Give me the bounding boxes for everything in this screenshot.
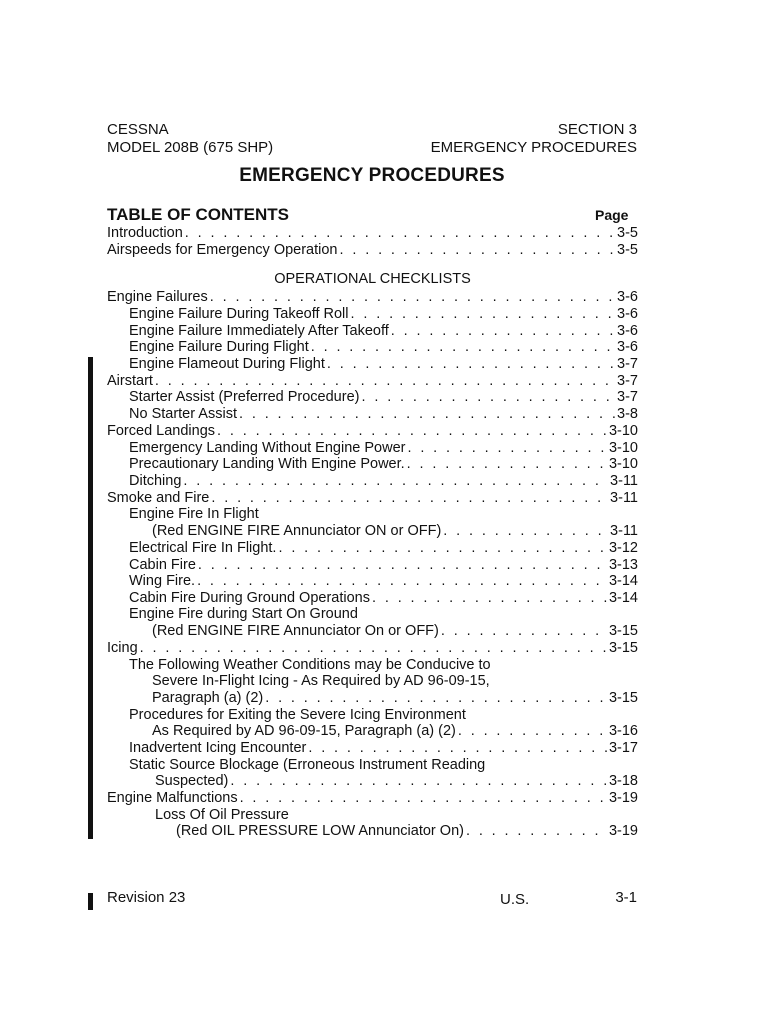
toc-entry-page: 3-15 (608, 690, 638, 706)
toc-entry-title: (Red OIL PRESSURE LOW Annunciator On) (176, 823, 464, 839)
leader-dots (210, 289, 615, 306)
toc-entry-forced-landings[interactable] (107, 423, 638, 440)
leader-dots (185, 225, 615, 242)
toc-entry-ditching[interactable] (107, 473, 638, 490)
toc-entry-title: Suspected) (155, 773, 229, 789)
toc-entry-title: Engine Flameout During Flight (129, 356, 325, 372)
toc-entry-title: Emergency Landing Without Engine Power (129, 440, 406, 456)
toc-entry-cabin-fire[interactable] (107, 557, 638, 574)
leader-dots (407, 456, 607, 473)
toc-entry-title: Forced Landings (107, 423, 216, 439)
toc-entry-page: 3-6 (617, 289, 638, 305)
leader-dots (308, 740, 607, 757)
toc-entry-page: 3-11 (610, 523, 638, 539)
toc-entry-page: 3-10 (608, 440, 638, 456)
toc-entry-introduction[interactable] (107, 225, 638, 242)
leader-dots (327, 356, 615, 373)
leader-dots (441, 623, 607, 640)
toc-entry-static-source-line1[interactable]: Static Source Blockage (Erroneous Instrument Reading (129, 757, 486, 773)
toc-entry-page: 3-5 (617, 225, 638, 241)
toc-entry-page: 3-19 (608, 823, 638, 839)
leader-dots (211, 490, 608, 507)
toc-entry-title: Cabin Fire During Ground Operations (129, 590, 370, 606)
toc-entry-red-engine-fire-on-off[interactable] (107, 523, 638, 540)
leader-dots (265, 690, 607, 707)
toc-entry-page: 3-7 (617, 389, 638, 405)
leader-dots (443, 523, 608, 540)
toc-entry-title: (Red ENGINE FIRE Annunciator On or OFF) (152, 623, 439, 639)
header-section: SECTION 3 (557, 121, 637, 138)
header-model: MODEL 208B (675 SHP) (107, 139, 274, 156)
toc-entry-title: Smoke and Fire (107, 490, 210, 506)
toc-entry-airspeeds[interactable] (107, 242, 638, 259)
toc-entry-ef-during-flight[interactable] (107, 339, 638, 356)
toc-entry-page: 3-17 (608, 740, 638, 756)
toc-entry-page: 3-10 (608, 423, 638, 439)
leader-dots (217, 423, 607, 440)
page-column-heading: Page (595, 207, 629, 223)
toc-entry-engine-fire-start[interactable]: Engine Fire during Start On Ground (129, 606, 358, 622)
toc-entry-engine-fire-in-flight[interactable]: Engine Fire In Flight (129, 506, 259, 522)
toc-entry-title: Engine Failure During Flight (129, 339, 309, 355)
footer-change-bar (88, 893, 93, 910)
toc-entry-title: Paragraph (a) (2) (152, 690, 264, 706)
toc-entry-engine-failures[interactable] (107, 289, 638, 306)
leader-dots (407, 440, 607, 457)
toc-entry-title: Ditching (129, 473, 182, 489)
leader-dots (351, 306, 616, 323)
toc-entry-page: 3-7 (617, 373, 638, 389)
leader-dots (372, 590, 607, 607)
toc-entry-title: Introduction (107, 225, 183, 241)
toc-entry-weather-conditions-line3[interactable] (107, 690, 638, 707)
toc-entry-title: Precautionary Landing With Engine Power. (129, 456, 405, 472)
toc-entry-icing[interactable] (107, 640, 638, 657)
leader-dots (361, 389, 615, 406)
toc-entry-page: 3-10 (608, 456, 638, 472)
toc-entry-page: 3-8 (617, 406, 638, 422)
toc-entry-red-engine-fire-on-off-2[interactable] (107, 623, 638, 640)
section-heading: OPERATIONAL CHECKLISTS (274, 271, 471, 287)
leader-dots (239, 406, 615, 423)
toc-entry-precautionary-landing[interactable] (107, 456, 638, 473)
toc-entry-weather-conditions-line1[interactable]: The Following Weather Conditions may be Conducive to (129, 657, 491, 673)
toc-entry-title: Engine Failure During Takeoff Roll (129, 306, 349, 322)
toc-entry-engine-flameout[interactable] (107, 356, 638, 373)
toc-entry-page: 3-13 (608, 557, 638, 573)
leader-dots (197, 573, 607, 590)
toc-entry-title: Cabin Fire (129, 557, 196, 573)
toc-entry-ef-after-takeoff[interactable] (107, 323, 638, 340)
leader-dots (198, 557, 607, 574)
leader-dots (240, 790, 607, 807)
toc-entry-title: Starter Assist (Preferred Procedure) (129, 389, 360, 405)
header-section-title: EMERGENCY PROCEDURES (430, 139, 637, 156)
toc-entry-page: 3-14 (608, 573, 638, 589)
toc-entry-wing-fire[interactable] (107, 573, 638, 590)
leader-dots (278, 540, 607, 557)
toc-entry-page: 3-7 (617, 356, 638, 372)
toc-entry-title: Electrical Fire In Flight. (129, 540, 277, 556)
toc-entry-loss-oil-pressure[interactable]: Loss Of Oil Pressure (155, 807, 289, 823)
toc-entry-emergency-landing[interactable] (107, 440, 638, 457)
header-manufacturer: CESSNA (107, 121, 169, 138)
toc-entry-page: 3-5 (617, 242, 638, 258)
toc-entry-page: 3-12 (608, 540, 638, 556)
toc-entry-page: 3-6 (617, 306, 638, 322)
toc-entry-title: No Starter Assist (129, 406, 237, 422)
leader-dots (140, 640, 607, 657)
toc-entry-page: 3-11 (610, 473, 638, 489)
toc-entry-engine-malfunctions[interactable] (107, 790, 638, 807)
leader-dots (155, 373, 615, 390)
toc-entry-title: Wing Fire. (129, 573, 196, 589)
toc-entry-electrical-fire[interactable] (107, 540, 638, 557)
toc-entry-no-starter-assist[interactable] (107, 406, 638, 423)
toc-entry-title: (Red ENGINE FIRE Annunciator ON or OFF) (152, 523, 442, 539)
toc-entry-title: Icing (107, 640, 138, 656)
toc-entry-page: 3-6 (617, 323, 638, 339)
toc-entry-title: Engine Failures (107, 289, 208, 305)
leader-dots (230, 773, 607, 790)
footer-edition: U.S. (500, 891, 530, 908)
revision-change-bar (88, 357, 93, 839)
toc-entry-static-source-line2[interactable] (107, 773, 638, 790)
toc-entry-page: 3-19 (608, 790, 638, 806)
toc-entry-smoke-and-fire[interactable] (107, 490, 638, 507)
leader-dots (466, 823, 607, 840)
toc-entry-page: 3-6 (617, 339, 638, 355)
toc-entry-ef-takeoff-roll[interactable] (107, 306, 638, 323)
toc-entry-title: As Required by AD 96-09-15, Paragraph (a) (2) (152, 723, 456, 739)
toc-entry-inadvertent-icing[interactable] (107, 740, 638, 757)
toc-entry-red-oil-pressure-low[interactable] (107, 823, 638, 840)
toc-entry-page: 3-18 (608, 773, 638, 789)
toc-entry-page: 3-15 (608, 640, 638, 656)
leader-dots (391, 323, 615, 340)
toc-entry-exiting-icing-line2[interactable] (107, 723, 638, 740)
leader-dots (311, 339, 615, 356)
toc-entry-airstart[interactable] (107, 373, 638, 390)
toc-entry-weather-conditions-line2[interactable]: Severe In-Flight Icing - As Required by AD 96-09-15, (152, 673, 490, 689)
footer-page-number: 3-1 (615, 889, 637, 906)
toc-entry-title: Engine Malfunctions (107, 790, 238, 806)
leader-dots (183, 473, 608, 490)
toc-entry-cabin-fire-ground[interactable] (107, 590, 638, 607)
toc-entry-title: Airstart (107, 373, 153, 389)
toc-entry-exiting-icing-line1[interactable]: Procedures for Exiting the Severe Icing Environment (129, 707, 466, 723)
toc-heading: TABLE OF CONTENTS (107, 205, 289, 224)
toc-entry-title: Engine Failure Immediately After Takeoff (129, 323, 389, 339)
toc-entry-title: Airspeeds for Emergency Operation (107, 242, 338, 258)
toc-entry-page: 3-16 (608, 723, 638, 739)
footer-revision: Revision 23 (107, 889, 186, 906)
toc-entry-page: 3-11 (610, 490, 638, 506)
toc-entry-page: 3-15 (608, 623, 638, 639)
toc-entry-title: Inadvertent Icing Encounter (129, 740, 307, 756)
leader-dots (458, 723, 607, 740)
toc-entry-starter-assist[interactable] (107, 389, 638, 406)
leader-dots (340, 242, 616, 259)
toc-entry-page: 3-14 (608, 590, 638, 606)
page-title: EMERGENCY PROCEDURES (239, 165, 505, 186)
